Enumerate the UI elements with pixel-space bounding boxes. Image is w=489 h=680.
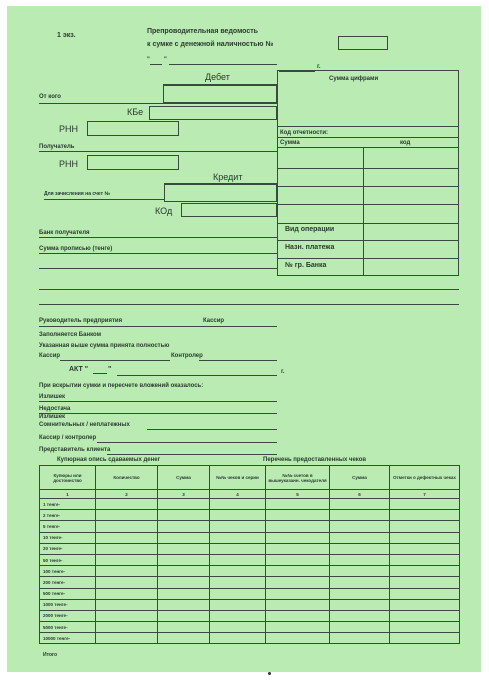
panel-vertical xyxy=(363,147,364,223)
separator-line-2 xyxy=(39,304,459,305)
table-cell[interactable] xyxy=(390,543,460,554)
panel-vertical-lower xyxy=(363,223,364,276)
table-cell[interactable] xyxy=(210,566,266,577)
table-cell[interactable] xyxy=(210,510,266,521)
panel-divider-2 xyxy=(277,137,459,138)
table-row xyxy=(40,588,460,599)
rnn-credit-label: РНН xyxy=(59,159,79,169)
code-label: код xyxy=(400,140,411,146)
page-mark xyxy=(268,672,271,675)
table-row xyxy=(40,577,460,588)
table-cell[interactable] xyxy=(210,532,266,543)
table-cell[interactable] xyxy=(390,521,460,532)
date-month-line[interactable] xyxy=(169,64,277,65)
table-cell[interactable] xyxy=(210,577,266,588)
table-cell[interactable] xyxy=(158,566,210,577)
cashier-ctrl-label: Кассир / контролер xyxy=(39,435,97,441)
table-cell[interactable] xyxy=(266,499,330,510)
date-quote-close: " xyxy=(164,57,167,63)
header-cell: Купюры или достоинство xyxy=(40,466,96,490)
panel-divider-1 xyxy=(277,126,459,127)
header-cell: Сумма xyxy=(330,466,390,490)
table-cell[interactable] xyxy=(96,633,158,644)
client-rep-label: Представитель клиента xyxy=(39,447,111,453)
kod-field[interactable] xyxy=(181,203,277,217)
act-quote: " xyxy=(108,366,112,373)
bank-label: Банк получателя xyxy=(39,230,90,236)
table-cell[interactable] xyxy=(210,521,266,532)
table-cell[interactable] xyxy=(330,599,390,610)
act-day-line[interactable] xyxy=(93,373,107,374)
from-field[interactable] xyxy=(163,85,277,103)
table-cell[interactable] xyxy=(96,510,158,521)
denomination-label: 1000 тенге- xyxy=(40,599,96,610)
copy-label: 1 экз. xyxy=(57,32,76,39)
table-cell[interactable] xyxy=(158,577,210,588)
table-cell[interactable] xyxy=(390,532,460,543)
column-number: 4 xyxy=(210,490,266,499)
table-cell[interactable] xyxy=(266,599,330,610)
panel-divider-6 xyxy=(277,204,459,205)
form-sheet xyxy=(7,6,481,672)
payment-purpose-label: Назн. платежа xyxy=(285,244,335,251)
panel-divider-8 xyxy=(277,240,459,241)
account-label: Для зачисления на счет № xyxy=(44,191,111,197)
table-cell[interactable] xyxy=(390,577,460,588)
header-cell: Количество xyxy=(96,466,158,490)
denomination-label: 5 тенге- xyxy=(40,521,96,532)
table-cell[interactable] xyxy=(210,588,266,599)
table-row xyxy=(40,510,460,521)
table-cell[interactable] xyxy=(158,532,210,543)
table-cell[interactable] xyxy=(158,499,210,510)
table-cell[interactable] xyxy=(266,577,330,588)
table-cell[interactable] xyxy=(96,622,158,633)
table-row xyxy=(40,543,460,554)
denomination-label: 10000 тенге- xyxy=(40,633,96,644)
column-number: 5 xyxy=(266,490,330,499)
left-table-title: Купюрная опись сдаваемых денег xyxy=(57,457,161,463)
table-cell[interactable] xyxy=(266,633,330,644)
column-number: 1 xyxy=(40,490,96,499)
panel-divider-3 xyxy=(277,147,459,148)
denomination-label: 100 тенге- xyxy=(40,566,96,577)
surplus-line[interactable] xyxy=(39,401,277,402)
bank-line[interactable] xyxy=(39,237,277,238)
table-cell[interactable] xyxy=(158,610,210,621)
table-cell[interactable] xyxy=(390,510,460,521)
table-cell[interactable] xyxy=(210,543,266,554)
table-number-row xyxy=(40,490,460,499)
table-row xyxy=(40,521,460,532)
shortage-line[interactable] xyxy=(39,413,277,414)
date-day-line[interactable] xyxy=(150,64,162,65)
panel-divider-5 xyxy=(277,186,459,187)
recipient-line xyxy=(39,151,277,152)
table-cell[interactable] xyxy=(390,566,460,577)
table-cell[interactable] xyxy=(96,599,158,610)
header-cell: №№ счетов в вышеуказанн. чекодателя xyxy=(266,466,330,490)
from-label: От кого xyxy=(39,94,61,100)
table-cell[interactable] xyxy=(158,588,210,599)
table-cell[interactable] xyxy=(210,610,266,621)
kod-label: КОд xyxy=(155,206,173,216)
sum-digits-label: Сумма цифрами xyxy=(329,76,379,82)
form-title: Препроводительная ведомость xyxy=(147,28,258,35)
table-cell[interactable] xyxy=(158,510,210,521)
table-row xyxy=(40,633,460,644)
table-row xyxy=(40,554,460,565)
table-row xyxy=(40,499,460,510)
table-cell[interactable] xyxy=(96,566,158,577)
cashier-line[interactable] xyxy=(60,360,170,361)
table-cell[interactable] xyxy=(96,532,158,543)
panel-divider-4 xyxy=(277,168,459,169)
table-cell[interactable] xyxy=(96,543,158,554)
table-cell[interactable] xyxy=(330,588,390,599)
header-cell: Сумма xyxy=(158,466,210,490)
table-row xyxy=(40,610,460,621)
controller-label: Контролер xyxy=(171,353,203,359)
table-cell[interactable] xyxy=(210,599,266,610)
date-quote-open: " xyxy=(147,57,150,63)
bank-group-label: № гр. Банка xyxy=(285,262,327,269)
table-cell[interactable] xyxy=(390,588,460,599)
denomination-label: 500 тенге- xyxy=(40,588,96,599)
table-cell[interactable] xyxy=(158,622,210,633)
report-code-label: Код отчетности: xyxy=(280,130,329,136)
denomination-label: 1 тенге- xyxy=(40,499,96,510)
table-cell[interactable] xyxy=(210,633,266,644)
table-row xyxy=(40,599,460,610)
from-line xyxy=(39,103,277,104)
table-cell[interactable] xyxy=(330,622,390,633)
table-cell[interactable] xyxy=(330,577,390,588)
kbe-field[interactable] xyxy=(149,106,277,120)
act-label: АКТ " xyxy=(69,366,89,373)
table-cell[interactable] xyxy=(96,499,158,510)
table-cell[interactable] xyxy=(266,610,330,621)
date-year-label: г. xyxy=(317,64,321,70)
surplus-label: Излишек xyxy=(39,394,66,400)
table-cell[interactable] xyxy=(330,633,390,644)
table-cell[interactable] xyxy=(266,566,330,577)
kbe-label: КБе xyxy=(127,107,144,117)
table-cell[interactable] xyxy=(96,588,158,599)
table-cell[interactable] xyxy=(210,622,266,633)
sum-words-line-2[interactable] xyxy=(39,268,277,269)
table-cell[interactable] xyxy=(390,499,460,510)
sum-label: Сумма xyxy=(280,140,300,146)
table-header-row xyxy=(40,466,460,490)
column-number: 6 xyxy=(330,490,390,499)
panel-divider-9 xyxy=(277,258,459,259)
cashier-sign-label: Кассир xyxy=(203,318,225,324)
table-cell[interactable] xyxy=(390,599,460,610)
table-cell[interactable] xyxy=(330,543,390,554)
table-cell[interactable] xyxy=(210,554,266,565)
table-cell[interactable] xyxy=(96,577,158,588)
recipient-label: Получатель xyxy=(39,144,75,150)
table-cell[interactable] xyxy=(266,622,330,633)
denomination-label: 50 тенге- xyxy=(40,554,96,565)
table-cell[interactable] xyxy=(330,521,390,532)
table-cell[interactable] xyxy=(390,622,460,633)
table-cell[interactable] xyxy=(330,499,390,510)
column-number: 7 xyxy=(390,490,460,499)
manager-label: Руководитель предприятия xyxy=(39,318,123,324)
shortage-label: Недостача xyxy=(39,406,71,412)
table-cell[interactable] xyxy=(158,521,210,532)
op-type-label: Вид операции xyxy=(285,226,335,233)
denomination-label: 200 тенге- xyxy=(40,577,96,588)
table-cell[interactable] xyxy=(158,599,210,610)
counterfeit-line[interactable] xyxy=(147,429,277,430)
table-cell[interactable] xyxy=(390,554,460,565)
column-number: 2 xyxy=(96,490,158,499)
table-row xyxy=(40,566,460,577)
bag-number-field[interactable] xyxy=(338,36,388,50)
column-number: 3 xyxy=(158,490,210,499)
header-cell: Отметки о дефектных чеках xyxy=(390,466,460,490)
client-rep-line[interactable] xyxy=(107,454,277,455)
table-cell[interactable] xyxy=(330,610,390,621)
table-cell[interactable] xyxy=(266,510,330,521)
act-date-line[interactable] xyxy=(117,375,277,376)
right-table-title: Перечень предоставленных чеков xyxy=(263,457,367,463)
table-cell[interactable] xyxy=(390,610,460,621)
table-cell[interactable] xyxy=(210,499,266,510)
accepted-label: Указанная выше сумма принята полностью xyxy=(39,343,170,349)
table-cell[interactable] xyxy=(158,543,210,554)
table-cell[interactable] xyxy=(330,532,390,543)
credit-label: Кредит xyxy=(213,172,243,182)
rnn-debit-label: РНН xyxy=(59,124,79,134)
denomination-label: 2 тенге- xyxy=(40,510,96,521)
cash-table xyxy=(39,465,460,644)
table-cell[interactable] xyxy=(266,588,330,599)
cashier-ctrl-line[interactable] xyxy=(97,442,277,443)
table-cell[interactable] xyxy=(266,532,330,543)
counterfeit-label-1: Излишек xyxy=(39,414,66,420)
total-label: Итого xyxy=(43,652,58,658)
controller-line[interactable] xyxy=(199,360,277,361)
table-cell[interactable] xyxy=(266,521,330,532)
table-cell[interactable] xyxy=(390,633,460,644)
sum-words-label: Сумма прописью (тенге) xyxy=(39,246,113,252)
table-row xyxy=(40,622,460,633)
rnn-credit-field[interactable] xyxy=(87,155,179,170)
account-line xyxy=(44,199,164,200)
table-cell[interactable] xyxy=(330,554,390,565)
table-cell[interactable] xyxy=(158,554,210,565)
rnn-debit-field[interactable] xyxy=(87,121,179,136)
table-row xyxy=(40,532,460,543)
table-cell[interactable] xyxy=(266,554,330,565)
table-cell[interactable] xyxy=(330,566,390,577)
debit-label: Дебет xyxy=(205,72,230,82)
table-cell[interactable] xyxy=(96,554,158,565)
separator-line-1 xyxy=(39,289,459,290)
opening-label: При вскрытии сумки и пересчете вложений оказалось: xyxy=(39,383,204,389)
table-cell[interactable] xyxy=(96,521,158,532)
panel-divider-7 xyxy=(277,223,459,224)
sum-words-line[interactable] xyxy=(39,253,277,254)
header-cell: №№ чеков и серии xyxy=(210,466,266,490)
bank-fills-label: Заполняется Банком xyxy=(39,332,102,338)
account-field[interactable] xyxy=(164,184,277,202)
denomination-label: 10 тенге- xyxy=(40,532,96,543)
act-year-label: г. xyxy=(281,369,285,375)
table-cell[interactable] xyxy=(330,510,390,521)
form-subtitle: к сумке с денежной наличностью № xyxy=(147,41,274,48)
table-cell[interactable] xyxy=(266,543,330,554)
table-cell[interactable] xyxy=(158,633,210,644)
cashier-label: Кассир xyxy=(39,353,61,359)
denomination-label: 20 тенге- xyxy=(40,543,96,554)
table-cell[interactable] xyxy=(96,610,158,621)
sign-line[interactable] xyxy=(39,326,277,327)
denomination-label: 2000 тенге- xyxy=(40,610,96,621)
denomination-label: 5000 тенге- xyxy=(40,622,96,633)
counterfeit-label-2: Сомнительных / неплатежных xyxy=(39,422,130,428)
